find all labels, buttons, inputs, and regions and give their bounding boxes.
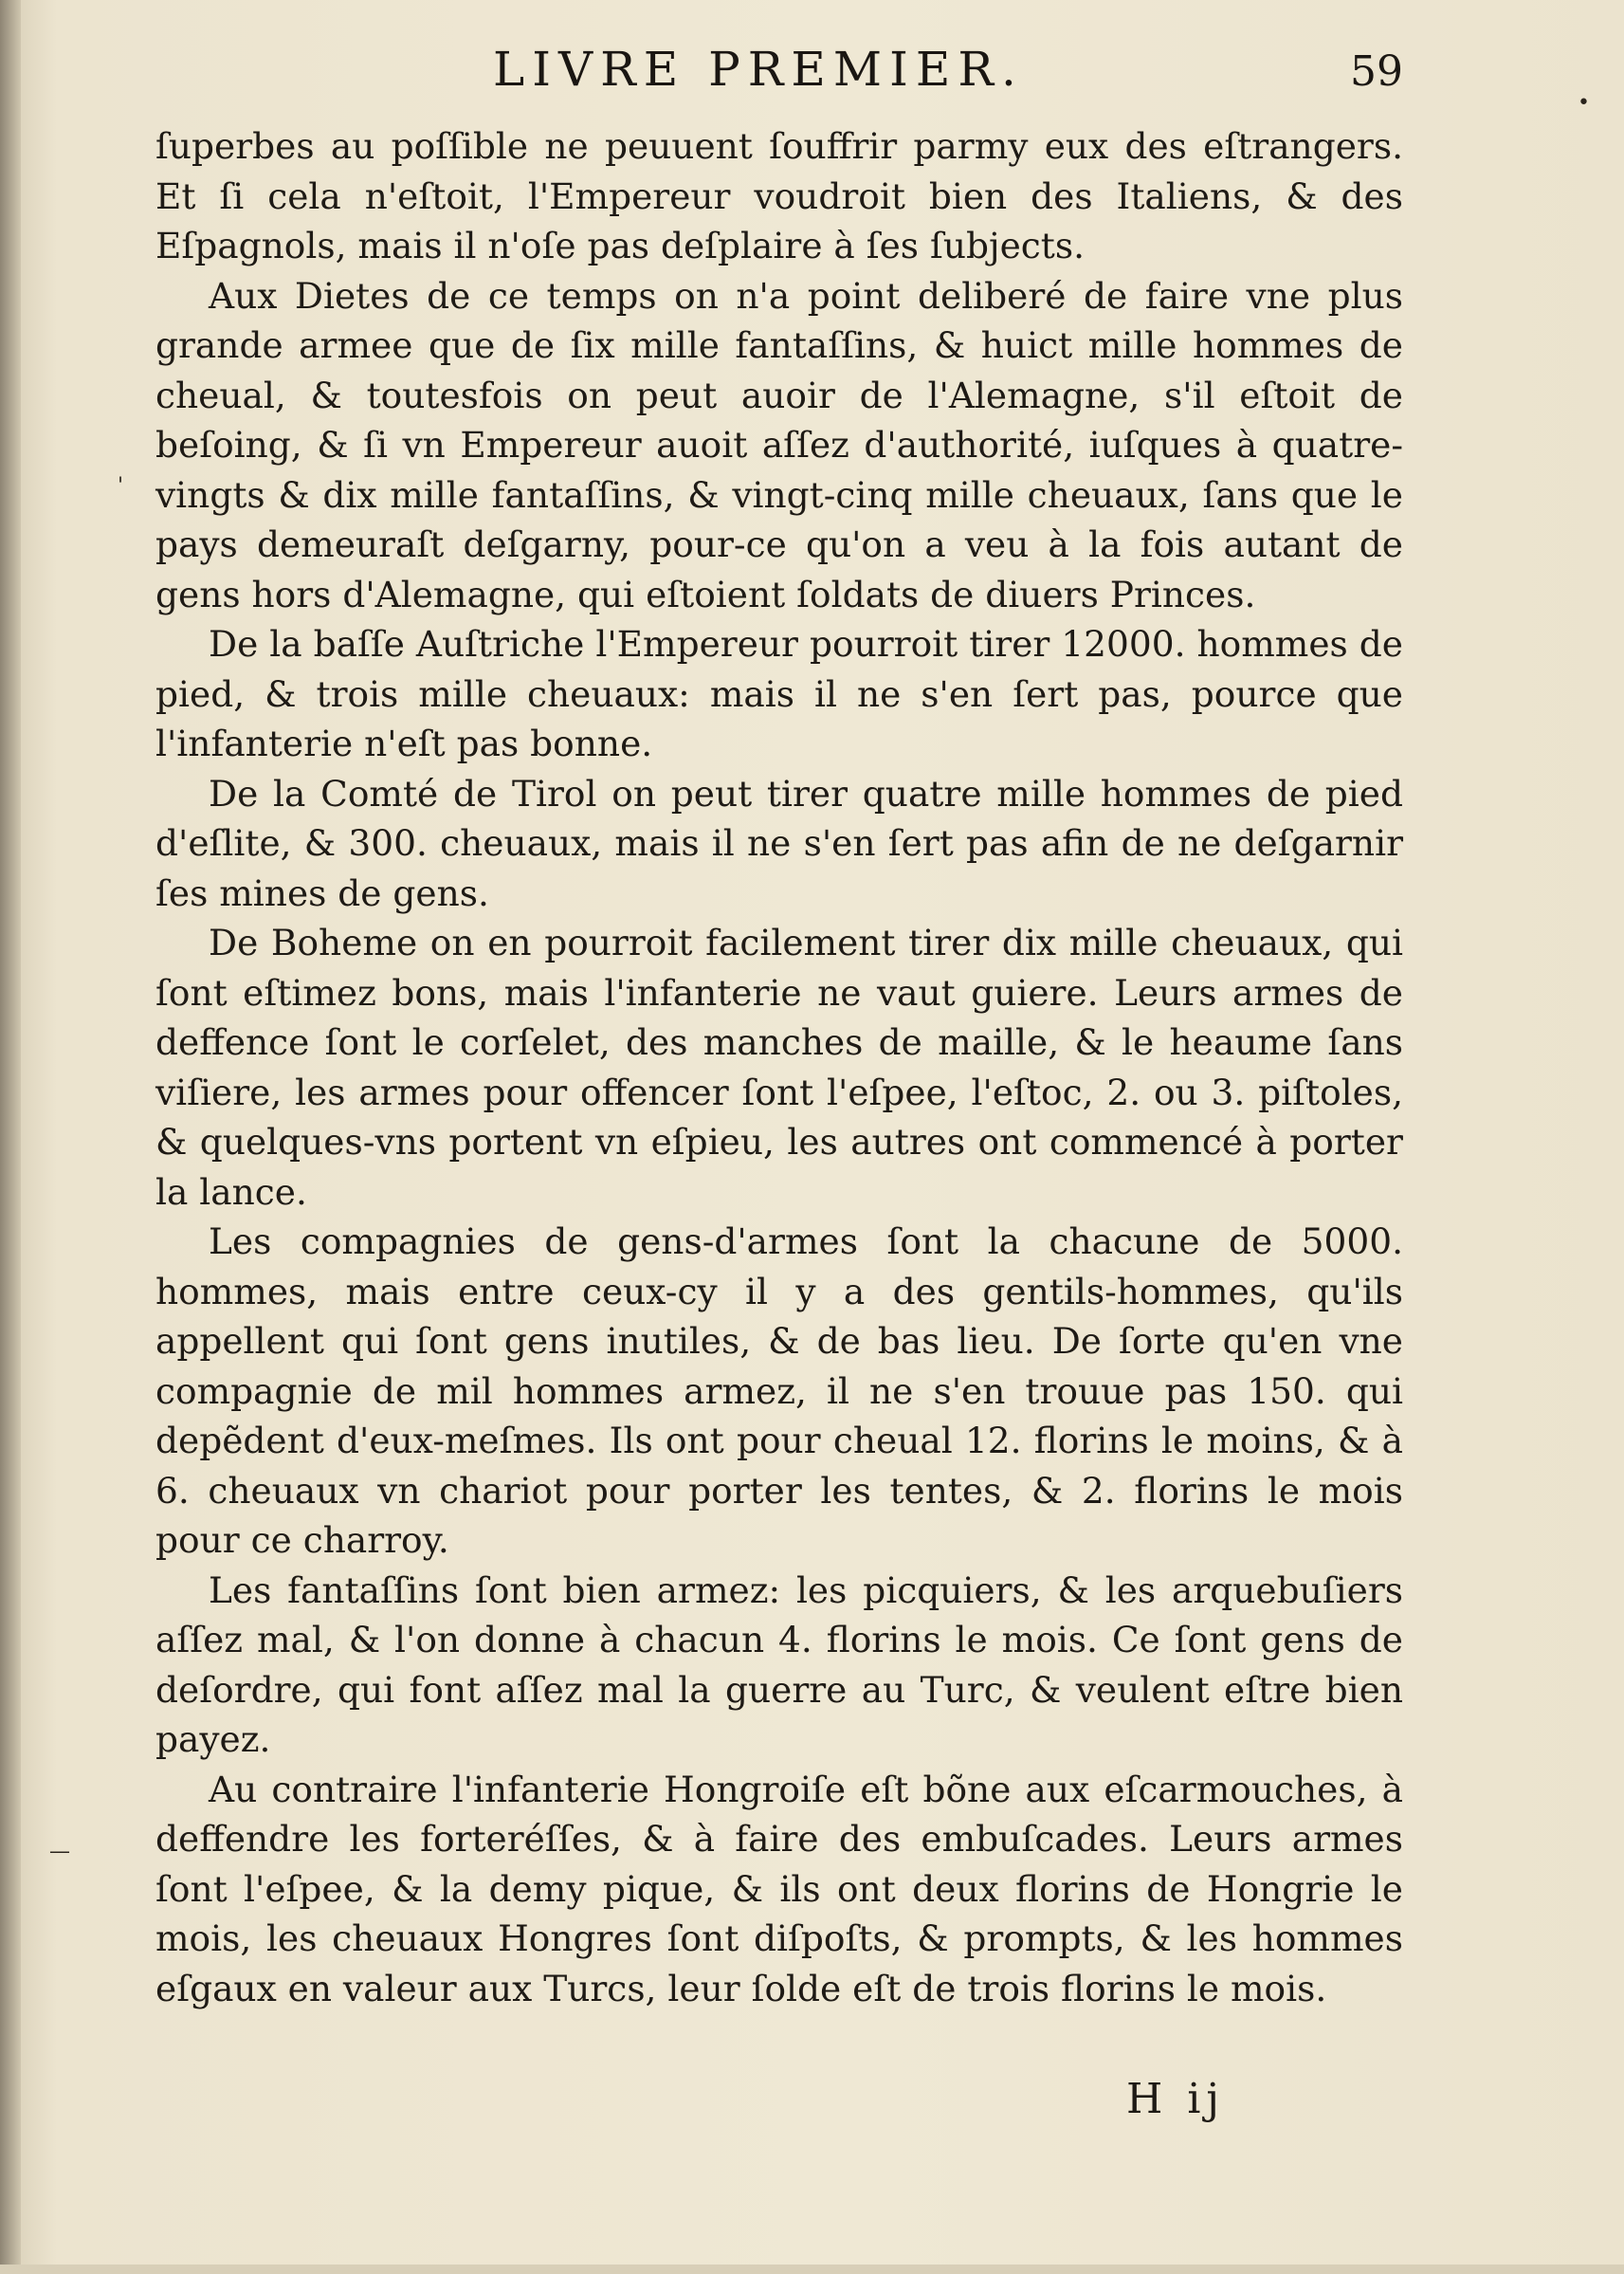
paragraph-1: ſuperbes au poſſible ne peuuent ſouffrir parmy eux des eſtrangers. Et ſi cela n'eſtoit, l'Empereur voudroit bien des Italiens, & des Eſpagnols, mais il n'oſe pas deſplaire à ſes ſubjects.	[155, 125, 1403, 266]
paragraph-4: De la Comté de Tirol on peut tirer quatre mille hommes de pied d'eſlite, & 300. cheuaux, mais il ne s'en ſert pas afin de ne deſgarnir ſes mines de gens.	[155, 772, 1403, 914]
paragraph-3: De la baſſe Auſtriche l'Empereur pourroit tirer 12000. hommes de pied, & trois mille cheuaux: mais il ne s'en ſert pas, pource que l'infanterie n'eſt pas bonne.	[155, 623, 1403, 764]
paragraph-7: Les fantaſſins ſont bien armez: les picquiers, & les arquebuſiers aſſez mal, & l'on donne à chacun 4. florins le mois. Ce ſont gens de deſordre, qui font aſſez mal la guerre au Turc, & veulent eſtre bien payez.	[155, 1568, 1403, 1760]
paragraph-6: Les compagnies de gens-d'armes ſont la chacune de 5000. hommes, mais entre ceux-cy il y a des gentils-hommes, qu'ils appellent qui ſont gens inutiles, & de bas lieu. De ſorte qu'en vne compagnie de mil hommes armez, il ne s'en trouue pas 150. qui depẽdent d'eux-meſmes. Ils ont pour cheual 12. florins le moins, & à 6. cheuaux vn chariot pour porter les tentes, & 2. florins le mois pour ce charroy.	[155, 1220, 1403, 1561]
page-gutter-shadow	[0, 0, 21, 2274]
page-number: 59	[1350, 47, 1403, 96]
margin-mark: —	[49, 1840, 70, 1863]
running-title: LIVRE PREMIER.	[493, 42, 1024, 97]
signature-mark: H ij	[1126, 2075, 1226, 2123]
page-header	[152, 42, 1403, 108]
ink-speck: •	[1578, 91, 1590, 115]
page-bottom-edge	[0, 2265, 1624, 2274]
margin-mark: '	[118, 474, 124, 498]
body-text	[155, 121, 1403, 2013]
paragraph-2: Aux Dietes de ce temps on n'a point deliberé de faire vne plus grande armee que de ſix mille fantaſſins, & huict mille hommes de cheual, & toutesfois on peut auoir de l'Alemagne, s'il eſtoit de beſoing, & ſi vn Empereur auoit aſſez d'authorité, iuſques à quatre-vingts & dix mille fantaſſins, & vingt-cinq mille cheuaux, ſans que le pays demeuraſt deſgarny, pour-ce qu'on a veu à la fois autant de gens hors d'Alemagne, qui eſtoient ſoldats de diuers Princes.	[155, 274, 1403, 615]
paragraph-5: De Boheme on en pourroit facilement tirer dix mille cheuaux, qui ſont eſtimez bons, mais l'infanterie ne vaut guiere. Leurs armes de deffence ſont le corſelet, des manches de maille, & le heaume ſans viſiere, les armes pour offencer ſont l'eſpee, l'eſtoc, 2. ou 3. piſtoles, & quelques-vns portent vn eſpieu, les autres ont commencé à porter la lance.	[155, 922, 1403, 1213]
paragraph-8: Au contraire l'infanterie Hongroiſe eſt bõne aux eſcarmouches, à deffendre les forteréſſes, & à faire des embuſcades. Leurs armes ſont l'eſpee, & la demy pique, & ils ont deux florins de Hongrie le mois, les cheuaux Hongres ſont diſpoſts, & prompts, & les hommes eſgaux en valeur aux Turcs, leur ſolde eſt de trois florins le mois.	[155, 1768, 1403, 2009]
